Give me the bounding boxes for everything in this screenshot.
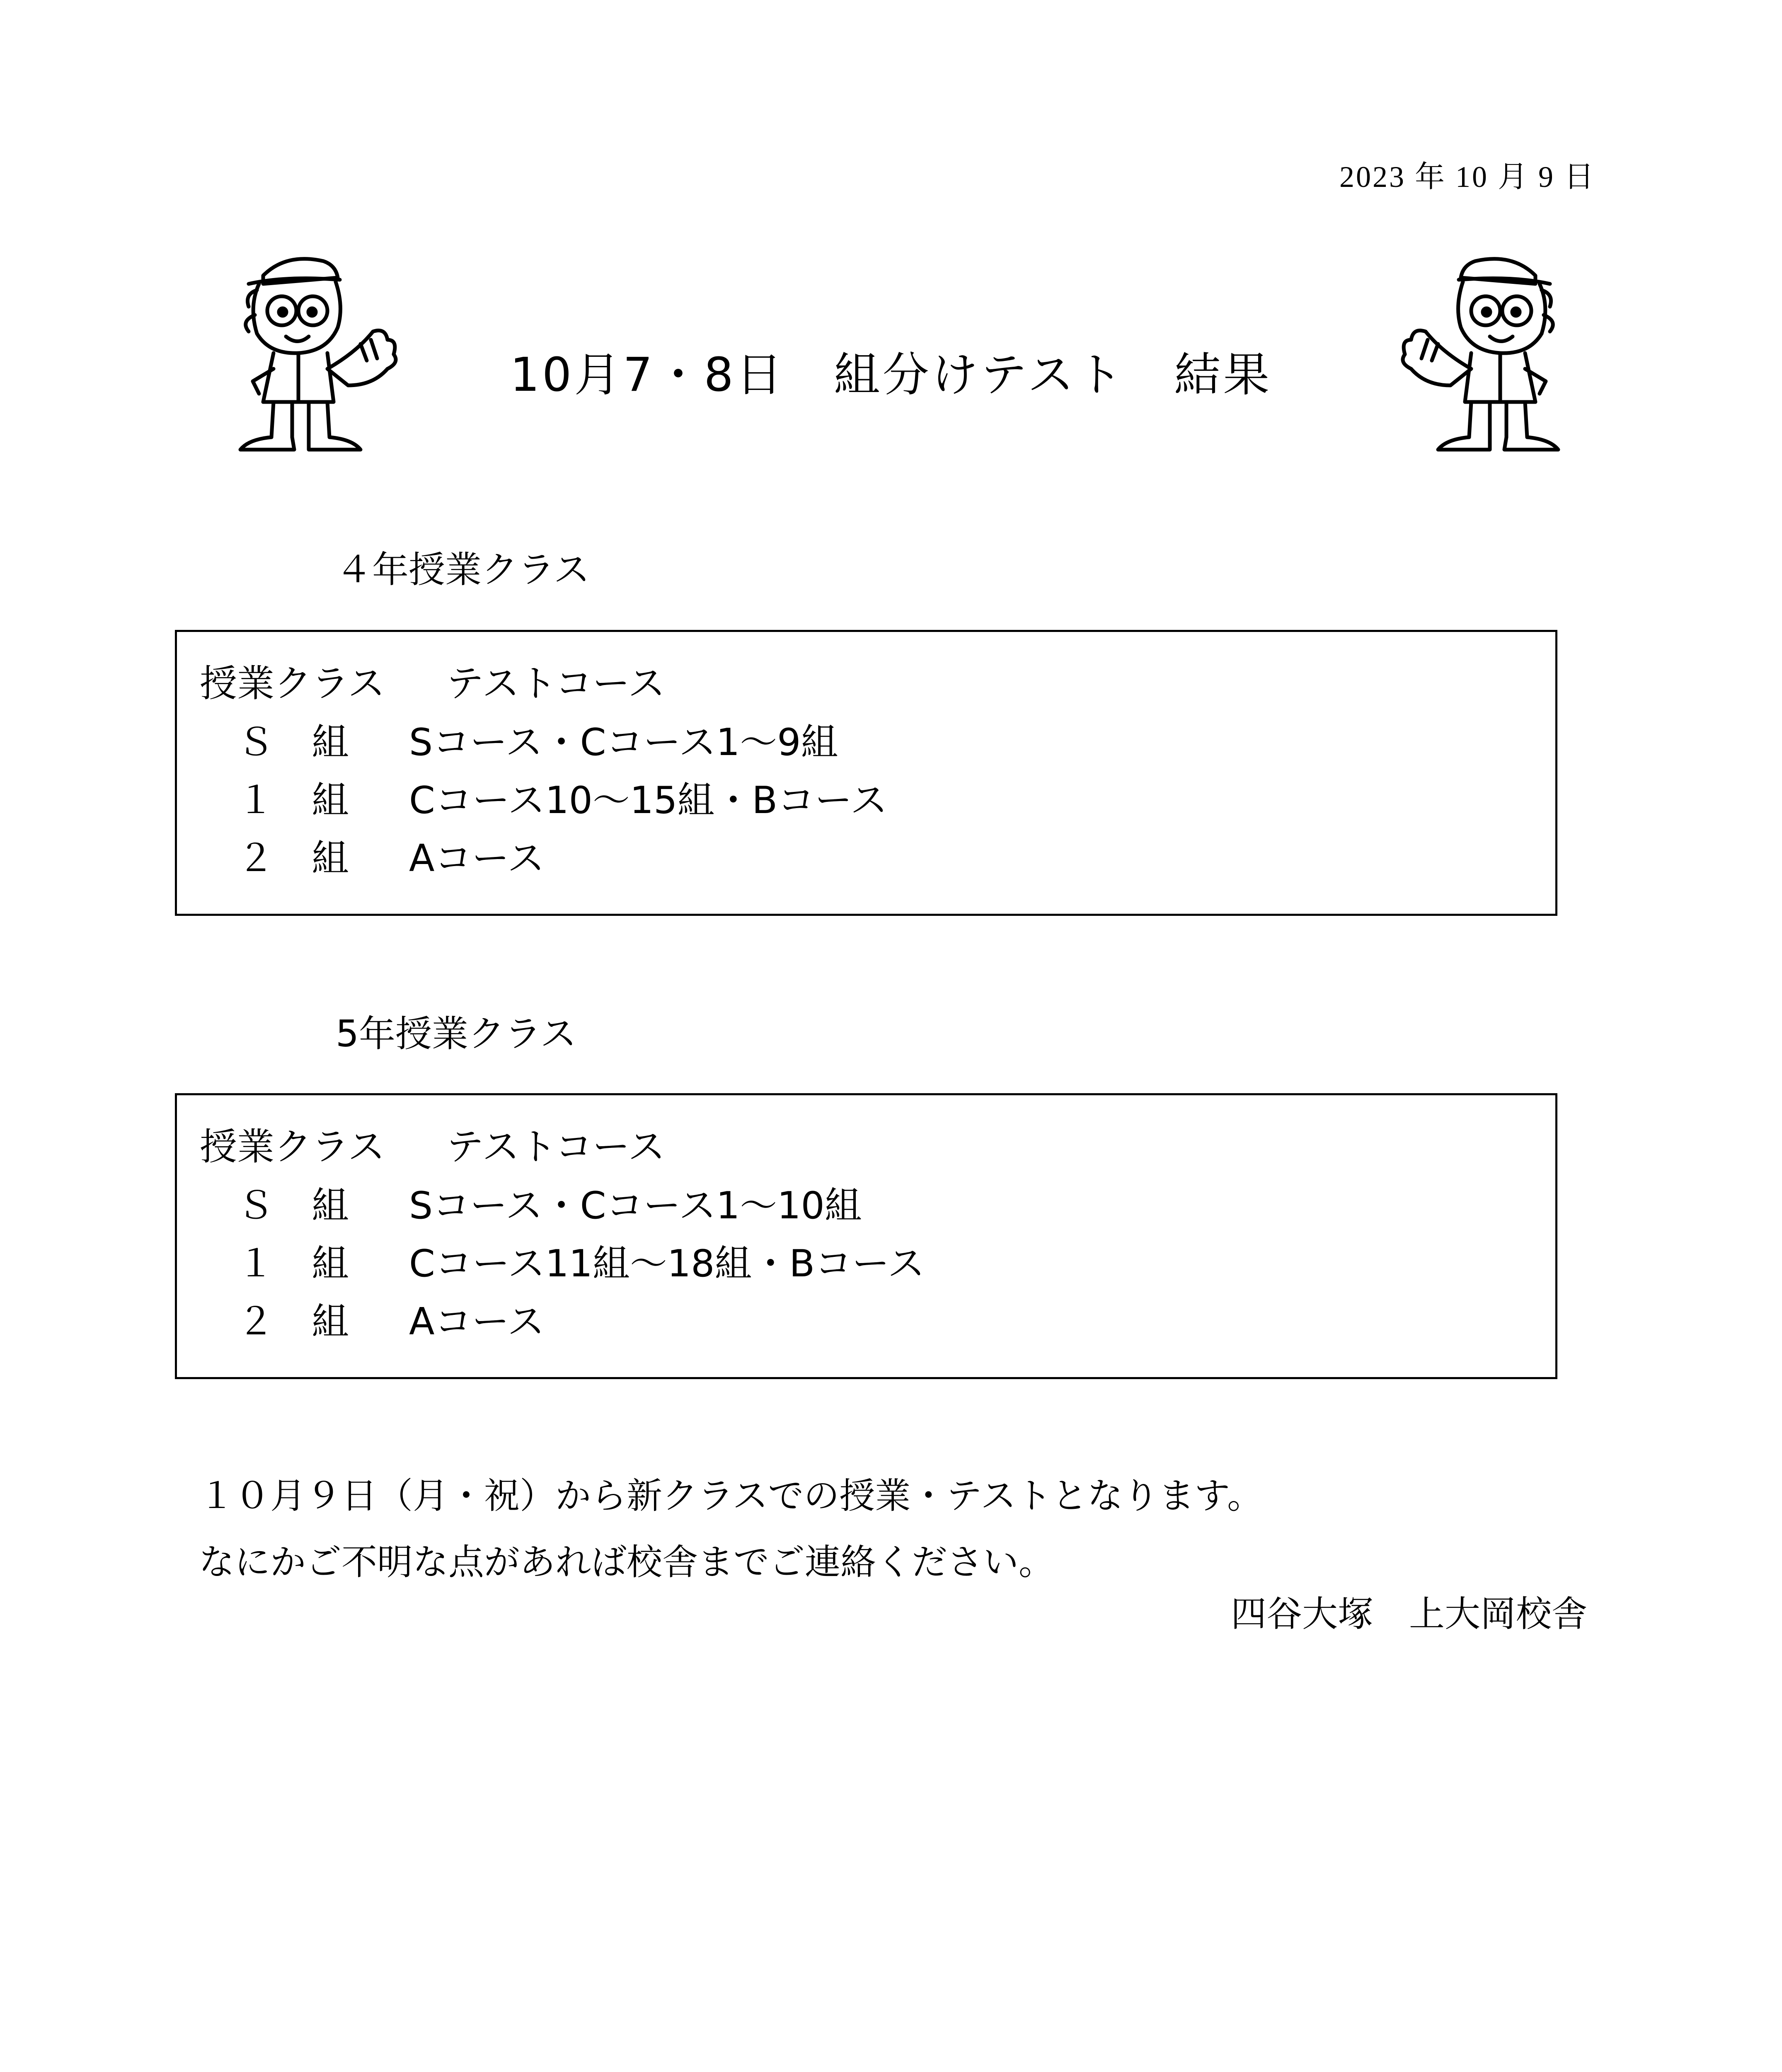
section-heading-grade5: 5年授業クラス	[336, 1012, 577, 1055]
table-row-course: Aコース	[409, 1300, 545, 1343]
notice-text: なにかご不明な点があれば校舎までご連絡ください。	[199, 1542, 1054, 1583]
header-course: テストコース	[446, 1125, 666, 1169]
document-date: 2023 年 10 月 9 日	[1339, 160, 1596, 194]
table-row-group: １ 組	[237, 779, 349, 822]
school-name: 四谷大塚 上大岡校舎	[1231, 1593, 1587, 1635]
header-class: 授業クラス	[200, 1125, 385, 1169]
table-row-course: Sコース・Cコース1～10組	[409, 1184, 862, 1227]
table-row-group: Ｓ 組	[237, 721, 349, 764]
table-row-group: Ｓ 組	[237, 1184, 349, 1227]
section-heading-grade4: ４年授業クラス	[336, 548, 590, 591]
page-title: 10月7・8日 組分けテスト 結果	[510, 348, 1272, 402]
table-row-course: Cコース10～15組・Bコース	[409, 779, 888, 822]
table-row-course: Aコース	[409, 837, 545, 880]
table-row-group: ２ 組	[237, 837, 349, 880]
header-course: テストコース	[446, 662, 666, 705]
header-class: 授業クラス	[200, 662, 385, 705]
table-row-group: ２ 組	[237, 1300, 349, 1343]
notice-text: １０月９日（月・祝）から新クラスでの授業・テストとなります。	[199, 1475, 1263, 1517]
table-row-course: Cコース11組～18組・Bコース	[409, 1242, 925, 1285]
class-table-grade5	[175, 1093, 1557, 1379]
table-row-course: Sコース・Cコース1～9組	[409, 721, 838, 764]
table-row-group: １ 組	[237, 1242, 349, 1285]
class-table-grade4	[175, 630, 1557, 916]
